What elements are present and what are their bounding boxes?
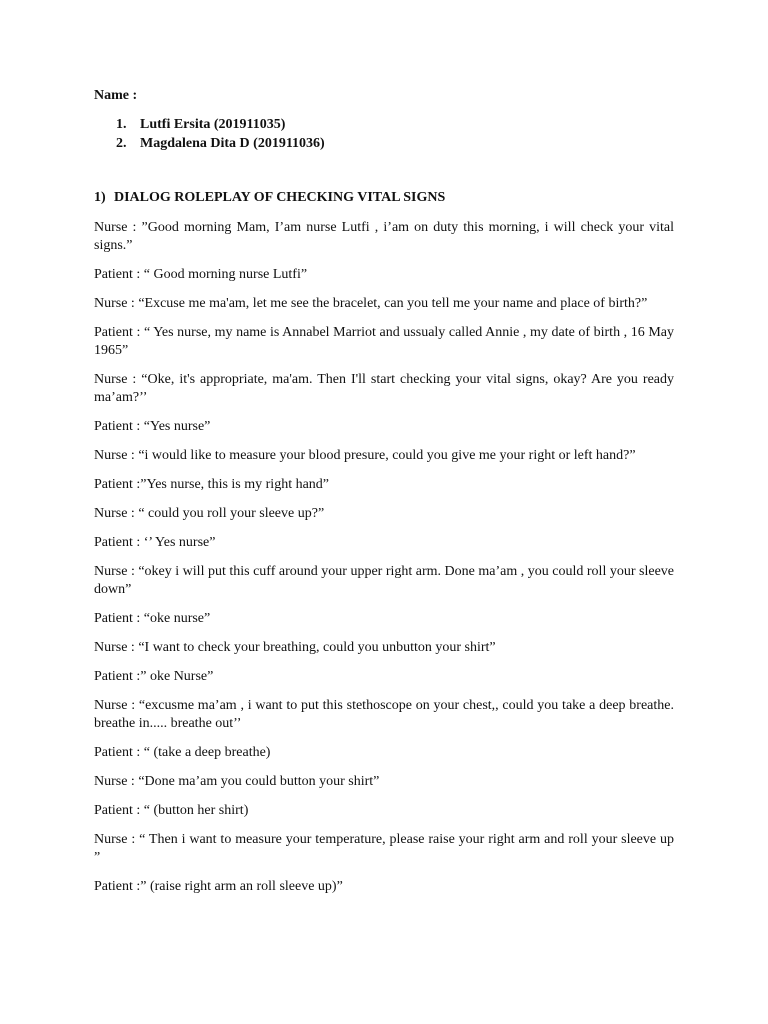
dialog-line: Nurse : “ could you roll your sleeve up?”	[94, 506, 325, 521]
dialog-line: Nurse : “ Then i want to measure your temperature, please raise your right arm and roll your sleeve up ”	[94, 832, 674, 865]
dialog-line: Nurse : “Oke, it's appropriate, ma'am. Then I'll start checking your vital signs, okay? Are you ready ma’am?’’	[94, 372, 674, 405]
dialog-line: Nurse : “Done ma’am you could button your shirt”	[94, 774, 380, 789]
member-item	[94, 134, 325, 153]
dialog-line: Patient : “ Yes nurse, my name is Annabel Marriot and ussualy called Annie , my date of birth , 16 May 1965”	[94, 325, 674, 358]
section-heading	[94, 190, 445, 206]
dialog-line: Nurse : ”Good morning Mam, I’am nurse Lutfi , i’am on duty this morning, i will check your vital signs.”	[94, 220, 674, 253]
section-title: DIALOG ROLEPLAY OF CHECKING VITAL SIGNS	[114, 190, 446, 205]
member-text: Lutfi Ersita (201911035)	[140, 117, 286, 132]
dialog-line: Nurse : “I want to check your breathing, could you unbutton your shirt”	[94, 640, 496, 655]
dialog-line: Nurse : “excusme ma’am , i want to put this stethoscope on your chest,, could you take a deep breathe. breathe in..... breathe out’’	[94, 698, 674, 731]
member-text: Magdalena Dita D (201911036)	[140, 136, 325, 151]
member-item	[94, 115, 325, 134]
dialog-line: Patient :” oke Nurse”	[94, 669, 214, 684]
dialog-line: Patient : “ (button her shirt)	[94, 803, 249, 818]
dialog-line: Patient : “ Good morning nurse Lutfi”	[94, 267, 308, 282]
dialog-line: Patient : ‘’ Yes nurse”	[94, 535, 216, 550]
dialog-line: Patient :”Yes nurse, this is my right hand”	[94, 477, 330, 492]
member-number: 1.	[116, 117, 127, 132]
dialog-line: Patient : “oke nurse”	[94, 611, 211, 626]
dialog-line: Nurse : “okey i will put this cuff around your upper right arm. Done ma’am , you could roll your sleeve down”	[94, 564, 674, 597]
dialog-line: Nurse : “i would like to measure your blood presure, could you give me your right or left hand?”	[94, 448, 636, 463]
dialog-line: Patient : “ (take a deep breathe)	[94, 745, 271, 760]
name-label: Name :	[94, 88, 138, 103]
dialog-body	[94, 219, 674, 907]
section-number: 1)	[94, 190, 106, 205]
dialog-line: Nurse : “Excuse me ma'am, let me see the bracelet, can you tell me your name and place of birth?”	[94, 296, 648, 311]
member-number: 2.	[116, 136, 127, 151]
dialog-line: Patient : “Yes nurse”	[94, 419, 211, 434]
dialog-line: Patient :” (raise right arm an roll sleeve up)”	[94, 879, 343, 894]
member-list	[94, 115, 325, 153]
